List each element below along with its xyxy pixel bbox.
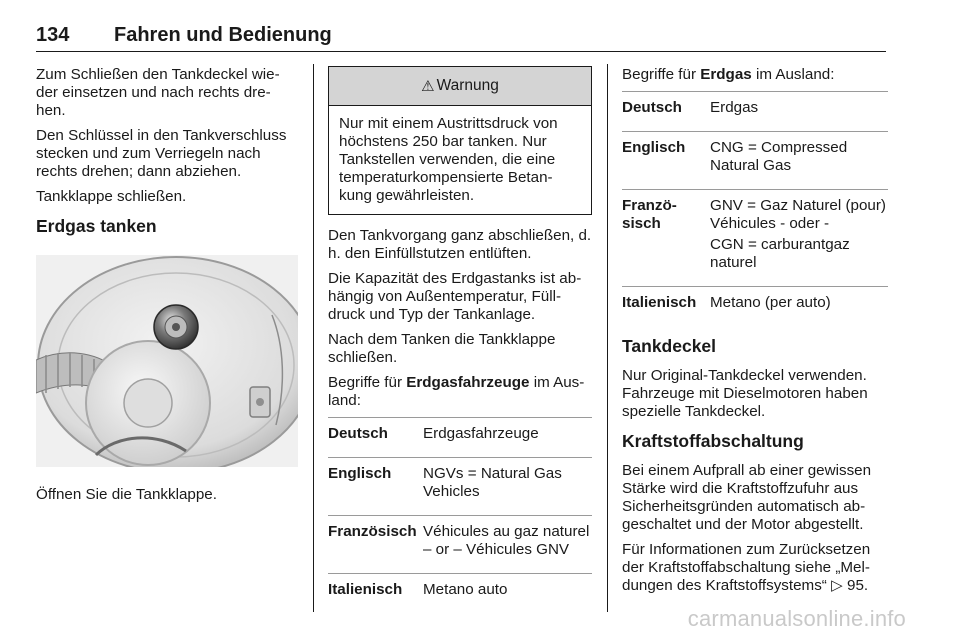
- column-divider: [313, 64, 314, 612]
- term-language: Italienisch: [622, 294, 697, 311]
- warning-box: [328, 66, 592, 215]
- section-heading: Tankdeckel: [622, 336, 717, 356]
- page-header: [36, 24, 886, 52]
- term-language: Deutsch: [328, 425, 388, 442]
- term-value: GNV = Gaz Naturel (pour) Véhicules - oder - CGN = carburantgaz naturel: [710, 197, 886, 271]
- warning-header: [329, 67, 591, 106]
- paragraph: Nur Original-Tankdeckel verwenden. Fahrzeuge mit Dieselmotoren haben spezielle Tankdeckel.: [622, 367, 868, 420]
- warning-title: Warnung: [436, 77, 499, 94]
- warning-triangle-icon: ⚠: [421, 78, 435, 95]
- term-language: Französisch: [328, 523, 417, 540]
- paragraph: Bei einem Aufprall ab einer gewissen Stärke wird die Kraftstoffzufuhr aus Sicherheitsgründen automatisch ab-geschaltet und der Motor abgestellt.: [622, 462, 872, 533]
- paragraph: Für Informationen zum Zurücksetzen der Kraftstoffabschaltung siehe „Mel-dungen des Kraftstoffsystems“ ▷ 95.: [622, 541, 871, 594]
- term-language: Englisch: [622, 139, 686, 156]
- vehicle-terms-table: [328, 417, 592, 613]
- chapter-title: Fahren und Bedienung: [114, 24, 332, 46]
- term-value: Erdgasfahrzeuge: [423, 425, 539, 442]
- term-value: CNG = Compressed Natural Gas: [710, 139, 848, 174]
- term-value: NGVs = Natural Gas Vehicles: [423, 465, 562, 500]
- fuel-flap-photo: [36, 255, 298, 467]
- paragraph: Die Kapazität des Erdgastanks ist ab-hängig von Außentemperatur, Füll-druck und Typ der Tankanlage.: [328, 270, 582, 323]
- table-row: [328, 516, 592, 574]
- table-row: [328, 418, 592, 458]
- terms-intro: Begriffe für Erdgas im Ausland:: [622, 66, 835, 83]
- table-row: [622, 92, 888, 132]
- column-middle: [328, 66, 592, 613]
- term-value: Erdgas: [710, 99, 759, 116]
- table-row: [622, 132, 888, 190]
- table-row: [622, 287, 888, 327]
- terms-intro: Begriffe für Erdgasfahrzeuge im Aus-land:: [328, 374, 585, 409]
- paragraph: Nach dem Tanken die Tankklappe schließen.: [328, 331, 556, 366]
- table-row: [622, 190, 888, 287]
- term-language: Franzö-sisch: [622, 197, 677, 232]
- watermark: carmanualsonline.info: [687, 606, 906, 631]
- column-right: [622, 66, 888, 602]
- gas-terms-table: [622, 91, 888, 326]
- page-number: 134: [36, 24, 70, 46]
- paragraph: Den Tankvorgang ganz abschließen, d. h. den Einfüllstutzen entlüften.: [328, 227, 592, 262]
- paragraph: Zum Schließen den Tankdeckel wie-der einsetzen und nach rechts dre-hen.: [36, 66, 280, 119]
- section-heading: Kraftstoffabschaltung: [622, 431, 804, 451]
- table-row: [328, 574, 592, 614]
- warning-text: Nur mit einem Austrittsdruck von höchstens 250 bar tanken. Nur Tankstellen verwenden, die eine temperaturkompensierte Betan-kung gewährleisten.: [339, 115, 558, 204]
- page-reference-link[interactable]: 95.: [847, 577, 869, 594]
- paragraph: Tankklappe schließen.: [36, 188, 187, 205]
- page-reference-icon: ▷: [831, 577, 843, 594]
- table-row: [328, 458, 592, 516]
- term-language: Englisch: [328, 465, 392, 482]
- term-value: Véhicules au gaz naturel – or – Véhicules GNV: [423, 523, 590, 558]
- term-language: Deutsch: [622, 99, 682, 116]
- column-left: [36, 66, 298, 511]
- column-divider: [607, 64, 608, 612]
- photo-caption: Öffnen Sie die Tankklappe.: [36, 486, 217, 503]
- paragraph: Den Schlüssel in den Tankverschluss stecken und zum Verriegeln nach rechts drehen; dann abziehen.: [36, 127, 287, 180]
- term-value: Metano auto: [423, 581, 508, 598]
- term-value: Metano (per auto): [710, 294, 831, 311]
- term-language: Italienisch: [328, 581, 403, 598]
- section-heading: Erdgas tanken: [36, 216, 157, 236]
